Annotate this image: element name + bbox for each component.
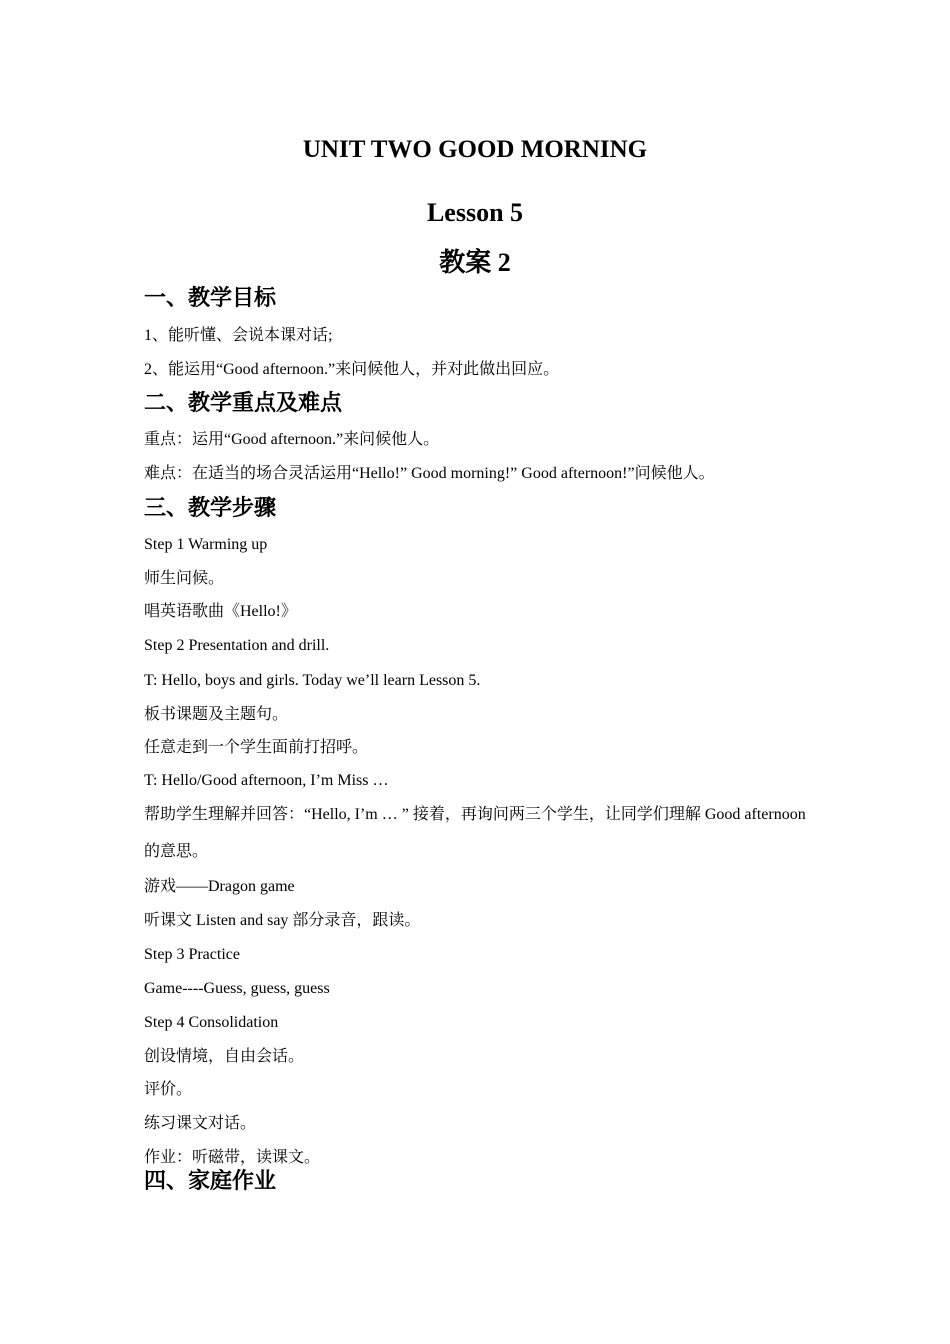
step-line: 唱英语歌曲《Hello!》 xyxy=(144,603,297,620)
step-line: 板书课题及主题句。 xyxy=(144,706,289,723)
objective-item: 1、能听懂、会说本课对话; xyxy=(144,327,333,344)
section-heading-objectives: 一、教学目标 xyxy=(144,286,277,311)
step-line: 评价。 xyxy=(144,1081,193,1098)
key-point-item: 难点：在适当的场合灵活运用“Hello!” Good morning!” Good afternoon!”问候他人。 xyxy=(144,465,715,482)
key-point-item: 重点：运用“Good afternoon.”来问候他人。 xyxy=(144,431,440,448)
step-line: Step 2 Presentation and drill. xyxy=(144,637,330,654)
section-heading-steps: 三、教学步骤 xyxy=(144,496,277,521)
step-line: 练习课文对话。 xyxy=(144,1115,257,1132)
objective-item: 2、能运用“Good afternoon.”来问候他人，并对此做出回应。 xyxy=(144,361,560,378)
step-line: Game----Guess, guess, guess xyxy=(144,980,330,997)
plan-title: 教案 2 xyxy=(439,248,511,277)
section-heading-homework: 四、家庭作业 xyxy=(144,1169,277,1194)
step-line: Step 1 Warming up xyxy=(144,536,268,553)
step-line: T: Hello, boys and girls. Today we’ll learn Lesson 5. xyxy=(144,672,481,689)
step-line: T: Hello/Good afternoon, I’m Miss … xyxy=(144,772,389,789)
step-line: 任意走到一个学生面前打招呼。 xyxy=(144,739,369,756)
step-line: 师生问候。 xyxy=(144,570,225,587)
section-heading-key-points: 二、教学重点及难点 xyxy=(144,391,343,416)
step-line: Step 4 Consolidation xyxy=(144,1014,279,1031)
step-line: 创设情境，自由会话。 xyxy=(144,1048,305,1065)
lesson-title: Lesson 5 xyxy=(426,198,524,227)
step-line: 听课文 Listen and say 部分录音，跟读。 xyxy=(144,912,421,929)
step-line: 作业：听磁带，读课文。 xyxy=(144,1149,321,1166)
step-line-wrapped: 帮助学生理解并回答：“Hello, I’m … ” 接着，再询问两三个学生，让同学们理解 Good afternoon 的意思。 xyxy=(144,806,806,860)
unit-title: UNIT TWO GOOD MORNING xyxy=(302,136,648,163)
step-line: 游戏——Dragon game xyxy=(144,878,295,895)
step-line: Step 3 Practice xyxy=(144,946,240,963)
